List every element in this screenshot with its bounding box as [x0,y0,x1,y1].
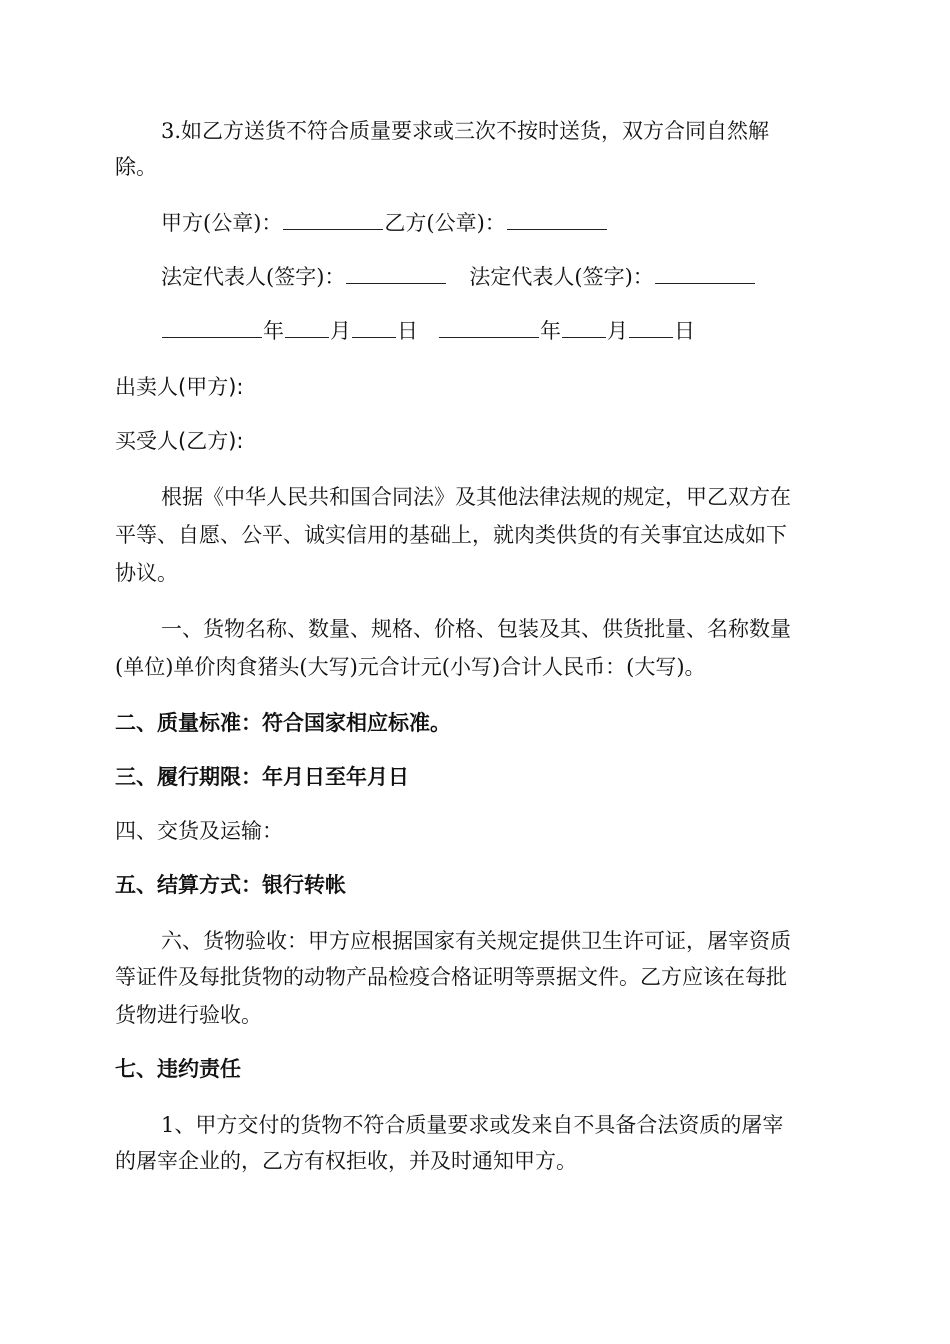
clause-3-line-1: 3.如乙方送货不符合质量要求或三次不按时送货，双方合同自然解 [161,119,770,143]
date-a-month: 月 [330,319,351,343]
date-line [161,316,695,346]
item-7-heading: 七、违约责任 [115,1057,241,1081]
legal-rep-line [161,262,756,292]
intro-line-3: 协议。 [115,561,178,585]
date-b-day-blank [629,317,673,338]
item-1-line-1: 一、货物名称、数量、规格、价格、包装及其、供货批量、名称数量 [161,617,791,641]
item-3-heading: 三、履行期限：年月日至年月日 [115,765,409,789]
date-a-day-blank [352,317,396,338]
item-7-1-line-1: 1、甲方交付的货物不符合质量要求或发来自不具备合法资质的屠宰 [161,1113,784,1137]
date-b-year-blank [439,317,539,338]
date-a-day: 日 [397,319,418,343]
date-a-year-blank [162,317,262,338]
item-6-line-2: 等证件及每批货物的动物产品检疫合格证明等票据文件。乙方应该在每批 [115,965,787,989]
item-6-line-3: 货物进行验收。 [115,1003,262,1027]
item-4-heading: 四、交货及运输： [115,819,283,843]
date-b-month: 月 [607,319,628,343]
legal-rep-a-blank [346,263,446,284]
party-b-seal-blank [507,209,607,230]
buyer-label: 买受人(乙方): [115,429,244,453]
party-b-seal-label: 乙方(公章)： [384,211,506,235]
party-a-seal-label: 甲方(公章)： [161,211,283,235]
intro-line-2: 平等、自愿、公平、诚实信用的基础上，就肉类供货的有关事宜达成如下 [115,523,787,547]
item-1-line-2: (单位)单价肉食猪头(大写)元合计元(小写)合计人民币：(大写)。 [115,655,706,679]
item-6-line-1: 六、货物验收：甲方应根据国家有关规定提供卫生许可证，屠宰资质 [161,929,791,953]
seller-label: 出卖人(甲方): [115,375,244,399]
date-b-month-blank [562,317,606,338]
item-5-heading: 五、结算方式：银行转帐 [115,873,346,897]
legal-rep-a-label: 法定代表人(签字)： [161,265,346,289]
date-a-year: 年 [263,319,284,343]
party-a-seal-blank [283,209,383,230]
intro-line-1: 根据《中华人民共和国合同法》及其他法律法规的规定，甲乙双方在 [161,485,791,509]
legal-rep-b-blank [655,263,755,284]
clause-3-line-2: 除。 [115,155,157,179]
item-2-heading: 二、质量标准：符合国家相应标准。 [115,711,451,735]
date-a-month-blank [285,317,329,338]
date-b-day: 日 [674,319,695,343]
seal-line [161,208,608,238]
date-b-year: 年 [540,319,561,343]
item-7-1-line-2: 的屠宰企业的，乙方有权拒收，并及时通知甲方。 [115,1149,577,1173]
legal-rep-b-label: 法定代表人(签字)： [469,265,654,289]
